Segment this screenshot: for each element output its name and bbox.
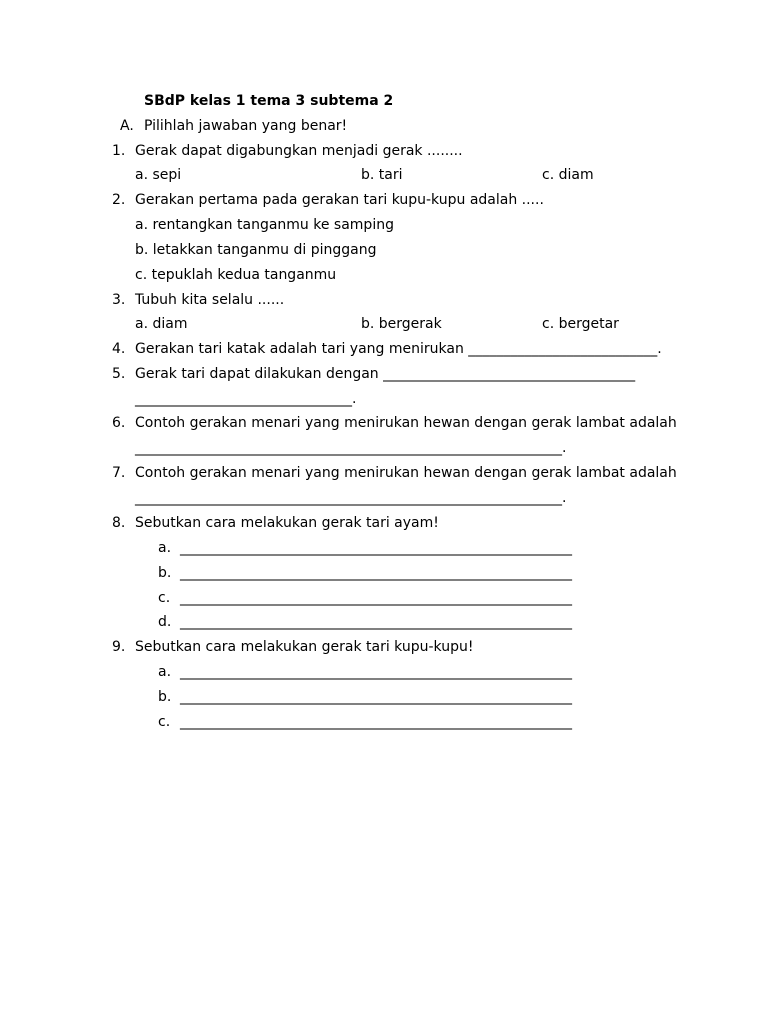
question-2-option-c: c. tepuklah kedua tanganmu [135, 267, 337, 283]
question-8-item-c-letter: c. [158, 590, 171, 606]
question-9-text: Sebutkan cara melakukan gerak tari kupu-kupu! [135, 639, 474, 655]
question-8-item-a-letter: a. [158, 540, 172, 556]
question-9-item-a-letter: a. [158, 664, 172, 680]
question-3-option-a: a. diam [135, 316, 188, 332]
question-9-item-b-blank: ________________________________________________________ [180, 689, 572, 705]
question-4-number: 4. [112, 341, 126, 357]
question-7-number: 7. [112, 465, 126, 481]
question-9-item-b-letter: b. [158, 689, 172, 705]
question-5-answer-blank: _______________________________. [135, 391, 357, 407]
question-1-number: 1. [112, 143, 126, 159]
question-8-item-a-blank: ________________________________________________________ [180, 540, 572, 556]
question-8-item-d-blank: ________________________________________________________ [180, 614, 572, 630]
question-9-item-c-blank: ________________________________________________________ [180, 714, 572, 730]
question-4-text: Gerakan tari katak adalah tari yang menirukan ___________________________. [135, 341, 662, 357]
question-9-number: 9. [112, 639, 126, 655]
question-6-text: Contoh gerakan menari yang menirukan hewan dengan gerak lambat adalah [135, 415, 677, 431]
question-8-text: Sebutkan cara melakukan gerak tari ayam! [135, 515, 439, 531]
question-6-number: 6. [112, 415, 126, 431]
question-8-item-b-letter: b. [158, 565, 172, 581]
question-2-option-a: a. rentangkan tanganmu ke samping [135, 217, 394, 233]
page-title: SBdP kelas 1 tema 3 subtema 2 [144, 93, 394, 109]
question-7-text: Contoh gerakan menari yang menirukan hewan dengan gerak lambat adalah [135, 465, 677, 481]
question-8-number: 8. [112, 515, 126, 531]
section-a-label: A. [120, 118, 134, 134]
question-9-item-a-blank: ________________________________________________________ [180, 664, 572, 680]
question-8-item-d-letter: d. [158, 614, 172, 630]
question-1-option-c: c. diam [542, 167, 594, 183]
question-6-answer-blank: _____________________________________________________________. [135, 440, 567, 456]
question-9-item-c-letter: c. [158, 714, 171, 730]
question-8-item-c-blank: ________________________________________________________ [180, 590, 572, 606]
question-3-option-b: b. bergerak [361, 316, 442, 332]
section-a-instruction: Pilihlah jawaban yang benar! [144, 118, 348, 134]
question-2-number: 2. [112, 192, 126, 208]
question-8-item-b-blank: ________________________________________________________ [180, 565, 572, 581]
question-5-number: 5. [112, 366, 126, 382]
question-5-text: Gerak tari dapat dilakukan dengan ____________________________________ [135, 366, 636, 382]
question-2-text: Gerakan pertama pada gerakan tari kupu-kupu adalah ..... [135, 192, 544, 208]
question-1-option-b: b. tari [361, 167, 403, 183]
question-2-option-b: b. letakkan tanganmu di pinggang [135, 242, 377, 258]
question-1-text: Gerak dapat digabungkan menjadi gerak ........ [135, 143, 463, 159]
question-3-option-c: c. bergetar [542, 316, 619, 332]
question-7-answer-blank: _____________________________________________________________. [135, 490, 567, 506]
question-1-option-a: a. sepi [135, 167, 182, 183]
question-3-number: 3. [112, 292, 126, 308]
question-3-text: Tubuh kita selalu ...... [135, 292, 285, 308]
